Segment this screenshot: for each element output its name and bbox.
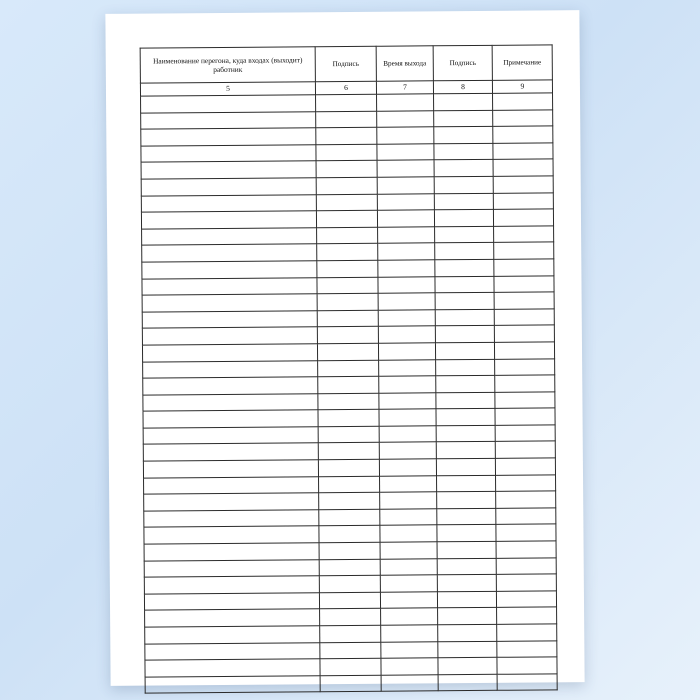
table-cell[interactable] (316, 144, 377, 161)
table-cell[interactable] (437, 525, 496, 542)
table-cell[interactable] (437, 558, 496, 575)
table-cell[interactable] (437, 508, 496, 525)
column-number-8: 8 (433, 80, 492, 93)
table-cell[interactable] (493, 192, 553, 209)
table-cell[interactable] (497, 657, 557, 674)
table-cell[interactable] (379, 459, 436, 476)
table-cell[interactable] (437, 492, 496, 509)
table-header (140, 45, 552, 96)
table-cell[interactable] (142, 277, 317, 295)
table-cell[interactable] (436, 442, 495, 459)
table-cell[interactable] (436, 409, 495, 426)
table-cell[interactable] (316, 210, 377, 227)
table-cell[interactable] (380, 475, 437, 492)
table-cell[interactable] (494, 342, 554, 359)
table-cell[interactable] (320, 625, 381, 642)
table-cell[interactable] (379, 392, 436, 409)
table-cell[interactable] (141, 161, 316, 179)
table-cell[interactable] (320, 658, 381, 675)
table-cell[interactable] (495, 392, 555, 409)
table-cell[interactable] (495, 408, 555, 425)
table-cell[interactable] (435, 259, 494, 276)
table-cell[interactable] (319, 492, 380, 509)
table-cell[interactable] (317, 227, 378, 244)
table-cell[interactable] (436, 458, 495, 475)
table-cell[interactable] (318, 376, 379, 393)
table-cell[interactable] (141, 178, 316, 196)
table-cell[interactable] (496, 541, 556, 558)
table-cell[interactable] (435, 326, 494, 343)
table-cell[interactable] (436, 375, 495, 392)
table-cell[interactable] (379, 426, 436, 443)
table-cell[interactable] (143, 360, 318, 378)
table-cell[interactable] (316, 94, 377, 111)
table-cell[interactable] (141, 211, 316, 229)
table-cell[interactable] (143, 460, 318, 478)
table-cell[interactable] (317, 277, 378, 294)
table-cell[interactable] (319, 592, 380, 609)
table-cell[interactable] (493, 176, 553, 193)
table-cell[interactable] (141, 194, 316, 212)
table-cell[interactable] (380, 509, 437, 526)
table-cell[interactable] (317, 293, 378, 310)
column-number-7: 7 (376, 81, 433, 94)
table-cell[interactable] (436, 359, 495, 376)
table-cell[interactable] (142, 310, 317, 328)
table-cell[interactable] (434, 193, 493, 210)
table-cell[interactable] (494, 325, 554, 342)
table-cell[interactable] (493, 93, 553, 110)
table-cell[interactable] (377, 210, 434, 227)
table-cell[interactable] (496, 574, 556, 591)
table-cell[interactable] (435, 226, 494, 243)
table-cell[interactable] (377, 110, 434, 127)
table-cell[interactable] (144, 476, 319, 494)
table-cell[interactable] (437, 575, 496, 592)
table-cell[interactable] (316, 194, 377, 211)
table-cell[interactable] (494, 275, 554, 292)
table-cell[interactable] (381, 675, 438, 692)
table-cell[interactable] (316, 127, 377, 144)
table-cell[interactable] (494, 309, 554, 326)
column-header-segment-name: Наименование перегона, куда входах (выходит) работник (140, 47, 315, 83)
table-cell[interactable] (434, 209, 493, 226)
table-cell[interactable] (378, 276, 435, 293)
table-cell[interactable] (438, 624, 497, 641)
table-cell[interactable] (493, 159, 553, 176)
table-cell[interactable] (438, 641, 497, 658)
table-cell[interactable] (378, 326, 435, 343)
table-cell[interactable] (377, 144, 434, 161)
table-cell[interactable] (145, 659, 320, 677)
table-cell[interactable] (142, 244, 317, 262)
table-cell[interactable] (437, 591, 496, 608)
table-cell[interactable] (318, 426, 379, 443)
table-cell[interactable] (493, 109, 553, 126)
table-cell[interactable] (493, 126, 553, 143)
table-cell[interactable] (142, 344, 317, 362)
table-cell[interactable] (144, 526, 319, 544)
table-cell[interactable] (317, 327, 378, 344)
table-cell[interactable] (320, 609, 381, 626)
column-number-6: 6 (315, 81, 376, 94)
table-cell[interactable] (141, 145, 316, 163)
table-cell[interactable] (143, 393, 318, 411)
table-cell[interactable] (320, 675, 381, 692)
table-cell[interactable] (143, 377, 318, 395)
header-row (140, 45, 552, 83)
table-cell[interactable] (319, 575, 380, 592)
table-cell[interactable] (144, 493, 319, 511)
table-cell[interactable] (495, 441, 555, 458)
table-cell[interactable] (438, 608, 497, 625)
table-cell[interactable] (495, 425, 555, 442)
table-cell[interactable] (494, 292, 554, 309)
column-header-exit-time: Время выхода (376, 46, 433, 81)
table-cell[interactable] (436, 392, 495, 409)
table-cell[interactable] (436, 425, 495, 442)
table-cell[interactable] (145, 609, 320, 627)
table-cell[interactable] (496, 524, 556, 541)
table-cell[interactable] (319, 509, 380, 526)
table-cell[interactable] (438, 674, 497, 691)
table-cell[interactable] (144, 576, 319, 594)
table-cell[interactable] (377, 127, 434, 144)
table-cell[interactable] (496, 557, 556, 574)
table-cell[interactable] (438, 658, 497, 675)
table-cell[interactable] (319, 526, 380, 543)
table-cell[interactable] (495, 458, 555, 475)
table-cell[interactable] (144, 593, 319, 611)
table-cell[interactable] (380, 492, 437, 509)
table-cell[interactable] (435, 276, 494, 293)
table-container (140, 44, 557, 694)
table-cell[interactable] (317, 260, 378, 277)
table-cell[interactable] (318, 443, 379, 460)
table-cell[interactable] (496, 591, 556, 608)
table-cell[interactable] (493, 143, 553, 160)
table-cell[interactable] (377, 193, 434, 210)
table-cell[interactable] (141, 128, 316, 146)
table-cell[interactable] (317, 310, 378, 327)
log-table (140, 44, 558, 694)
table-cell[interactable] (318, 393, 379, 410)
table-cell[interactable] (495, 358, 555, 375)
table-cell[interactable] (493, 209, 553, 226)
table-cell[interactable] (319, 476, 380, 493)
table-cell[interactable] (319, 542, 380, 559)
table-cell[interactable] (437, 541, 496, 558)
table-cell[interactable] (497, 674, 557, 691)
table-cell[interactable] (317, 244, 378, 261)
table-cell[interactable] (497, 607, 557, 624)
table-cell[interactable] (143, 410, 318, 428)
table-cell[interactable] (496, 508, 556, 525)
table-cell[interactable] (141, 111, 316, 129)
column-number-9: 9 (492, 80, 552, 93)
table-cell[interactable] (381, 625, 438, 642)
table-cell[interactable] (141, 95, 316, 113)
table-cell[interactable] (145, 626, 320, 644)
table-cell[interactable] (318, 360, 379, 377)
table-cell[interactable] (318, 410, 379, 427)
table-cell[interactable] (317, 343, 378, 360)
table-cell[interactable] (145, 642, 320, 660)
table-cell[interactable] (143, 443, 318, 461)
column-header-note: Примечание (492, 45, 552, 80)
table-cell[interactable] (377, 94, 434, 111)
table-cell[interactable] (435, 243, 494, 260)
table-body (141, 93, 558, 694)
table-cell[interactable] (497, 640, 557, 657)
table-cell[interactable] (144, 543, 319, 561)
table-cell[interactable] (142, 294, 317, 312)
table-cell[interactable] (379, 409, 436, 426)
table-cell[interactable] (434, 127, 493, 144)
table-cell[interactable] (378, 343, 435, 360)
table-cell[interactable] (435, 309, 494, 326)
table-cell[interactable] (381, 658, 438, 675)
table-cell[interactable] (435, 342, 494, 359)
table-cell[interactable] (434, 143, 493, 160)
table-cell[interactable] (497, 624, 557, 641)
table-cell[interactable] (381, 641, 438, 658)
table-cell[interactable] (378, 260, 435, 277)
table-cell[interactable] (380, 592, 437, 609)
table-cell[interactable] (437, 475, 496, 492)
table-cell[interactable] (381, 608, 438, 625)
table-cell[interactable] (380, 558, 437, 575)
table-cell[interactable] (434, 93, 493, 110)
table-cell[interactable] (378, 310, 435, 327)
table-cell[interactable] (380, 525, 437, 542)
table-cell[interactable] (494, 226, 554, 243)
table-cell[interactable] (378, 227, 435, 244)
table-cell[interactable] (377, 177, 434, 194)
table-cell[interactable] (434, 176, 493, 193)
table-cell[interactable] (494, 259, 554, 276)
table-cell[interactable] (143, 427, 318, 445)
table-cell[interactable] (379, 442, 436, 459)
table-cell[interactable] (316, 161, 377, 178)
table-cell[interactable] (435, 292, 494, 309)
table-cell[interactable] (380, 575, 437, 592)
table-cell[interactable] (142, 327, 317, 345)
table-cell[interactable] (377, 160, 434, 177)
table-cell[interactable] (144, 510, 319, 528)
table-cell[interactable] (142, 261, 317, 279)
document-page (105, 10, 584, 686)
table-cell[interactable] (142, 227, 317, 245)
table-cell[interactable] (494, 242, 554, 259)
table-cell[interactable] (434, 110, 493, 127)
table-cell[interactable] (318, 459, 379, 476)
table-cell[interactable] (495, 375, 555, 392)
table-cell[interactable] (316, 111, 377, 128)
table-cell[interactable] (316, 177, 377, 194)
table-cell[interactable] (379, 376, 436, 393)
table-cell[interactable] (144, 559, 319, 577)
table-cell[interactable] (319, 559, 380, 576)
table-cell[interactable] (496, 475, 556, 492)
table-cell[interactable] (380, 542, 437, 559)
table-cell[interactable] (496, 491, 556, 508)
table-cell[interactable] (378, 293, 435, 310)
column-header-signature-2: Подпись (433, 45, 492, 80)
table-cell[interactable] (379, 359, 436, 376)
table-cell[interactable] (378, 243, 435, 260)
table-row[interactable] (145, 674, 557, 694)
table-cell[interactable] (434, 160, 493, 177)
table-cell[interactable] (145, 675, 320, 693)
table-cell[interactable] (320, 642, 381, 659)
column-header-signature-1: Подпись (315, 46, 376, 81)
column-number-5: 5 (140, 82, 315, 96)
